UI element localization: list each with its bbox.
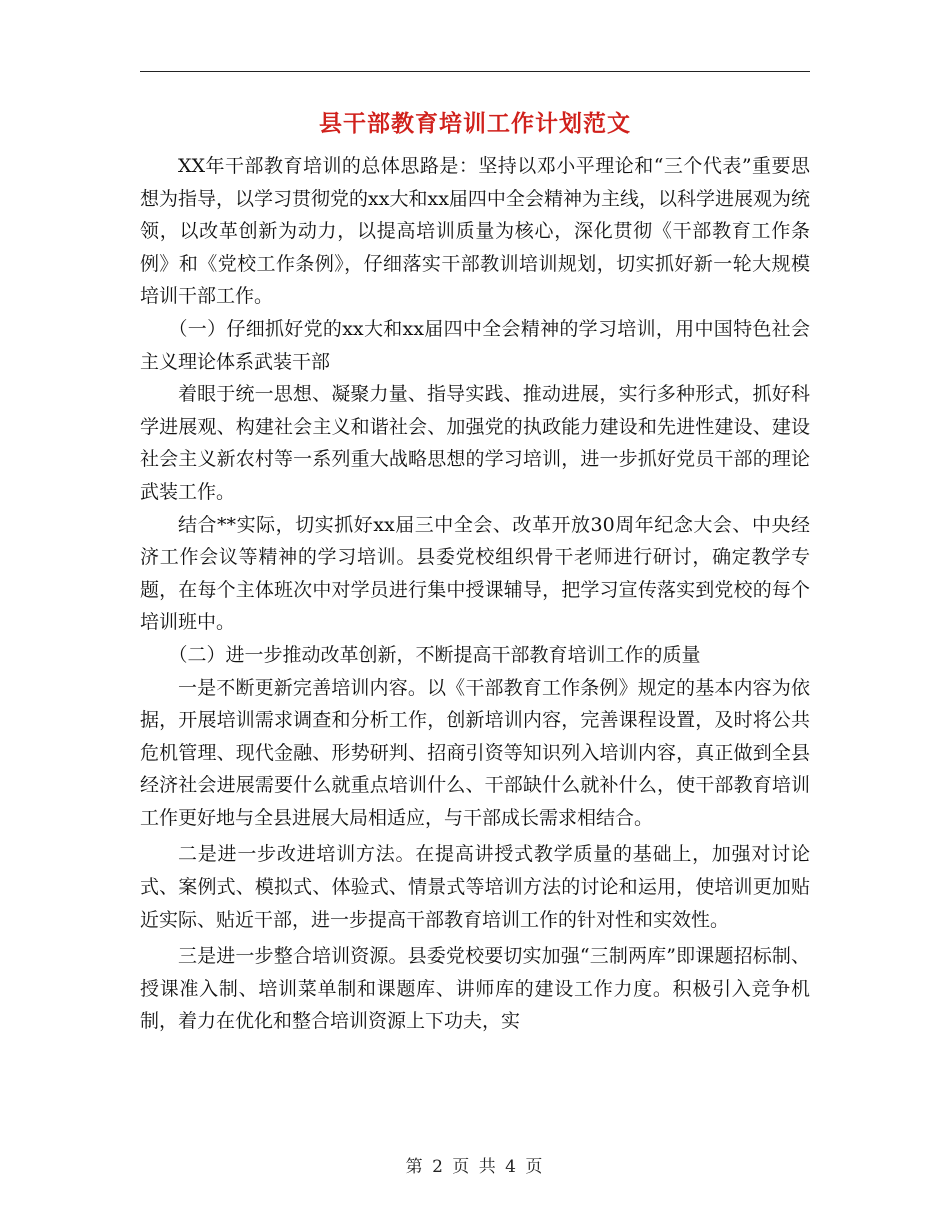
paragraph-resources: 三是进一步整合培训资源。县委党校要切实加强“三制两库”即课题招标制、授课准入制、培训菜单制和课题库、讲师库的建设工作力度。积极引入竞争机制，着力在优化和整合培训资源上下功夫，实 [140,945,810,1033]
document-body [140,150,810,1038]
section-heading-2: （二）进一步推动改革创新，不断提高干部教育培训工作的质量 [168,643,701,666]
paragraph-overview: XX年干部教育培训的总体思路是：坚持以邓小平理论和“三个代表”重要思想为指导，以学习贯彻党的xx大和xx届四中全会精神为主线，以科学进展观为统领，以改革创新为动力，以提高培训质量为核心，深化贯彻《干部教育工作条例》和《党校工作条例》，仔细落实干部教训培训规划，切实抓好新一轮大规模培训干部工作。 [140,155,810,308]
paragraph-content: 一是不断更新完善培训内容。以《干部教育工作条例》规定的基本内容为依据，开展培训需求调查和分析工作，创新培训内容，完善课程设置，及时将公共危机管理、现代金融、形势研判、招商引资等知识列入培训内容，真正做到全县经济社会进展需要什么就重点培训什么、干部缺什么就补什么，使干部教育培训工作更好地与全县进展大局相适应，与干部成长需求相结合。 [140,676,810,829]
header-rule [140,71,810,72]
paragraph-theory: 着眼于统一思想、凝聚力量、指导实践、推动进展，实行多种形式，抓好科学进展观、构建社会主义和谐社会、加强党的执政能力建设和先进性建设、建设社会主义新农村等一系列重大战略思想的学习培训，进一步抓好党员干部的理论武装工作。 [140,383,810,503]
page-number: 第 2 页 共 4 页 [405,1157,545,1177]
paragraph-method: 二是进一步改进培训方法。在提高讲授式教学质量的基础上，加强对讨论式、案例式、模拟式、体验式、情景式等培训方法的讨论和运用，使培训更加贴近实际、贴近干部，进一步提高干部教育培训工作的针对性和实效性。 [140,843,810,931]
document-title: 县干部教育培训工作计划范文 [319,111,631,137]
section-heading-1: （一）仔细抓好党的xx大和xx届四中全会精神的学习培训，用中国特色社会主义理论体系武装干部 [140,317,810,373]
paragraph-practice: 结合**实际，切实抓好xx届三中全会、改革开放30周年纪念大会、中央经济工作会议等精神的学习培训。县委党校组织骨干老师进行研讨，确定教学专题，在每个主体班次中对学员进行集中授课辅导，把学习宣传落实到党校的每个培训班中。 [140,513,810,634]
